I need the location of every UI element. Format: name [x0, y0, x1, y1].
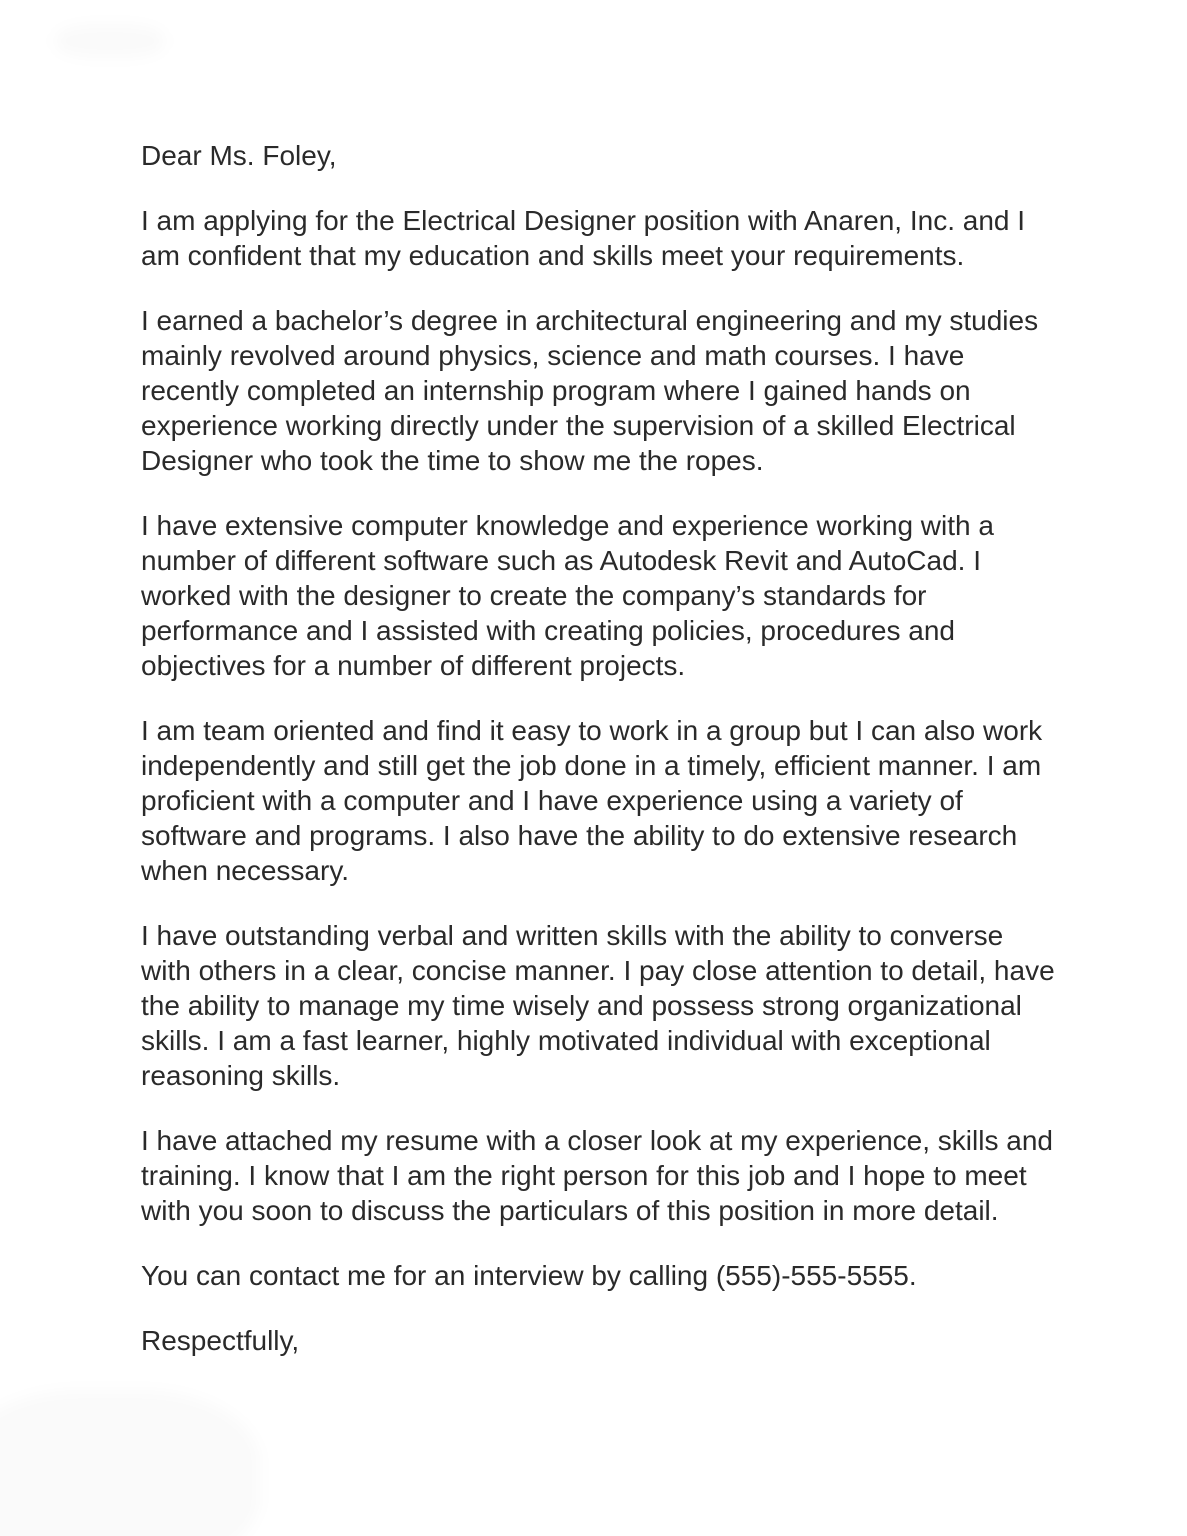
paragraph-communication-skills: I have outstanding verbal and written skills with the ability to converse with others in a clear, concise manner. I pay close attention to detail, have the ability to manage my time wisely and possess strong organizational skills. I am a fast learner, highly motivated individual with exceptional reasoning skills.	[141, 920, 1055, 1091]
paragraph-software-skills: I have extensive computer knowledge and experience working with a number of different software such as Autodesk Revit and AutoCad. I worked with the designer to create the company’s standards for performance and I assisted with creating policies, procedures and objectives for a number of different projects.	[141, 510, 994, 681]
cover-letter-body	[141, 138, 1055, 1358]
paragraph-education: I earned a bachelor’s degree in architectural engineering and my studies mainly revolved around physics, science and math courses. I have recently completed an internship program where I gained hands on experience working directly under the supervision of a skilled Electrical Designer who took the time to show me the ropes.	[141, 305, 1039, 476]
scan-smudge-top-left	[55, 24, 165, 58]
scan-smudge-bottom-left	[0, 1390, 260, 1536]
salutation: Dear Ms. Foley,	[141, 140, 337, 171]
paragraph-teamwork: I am team oriented and find it easy to work in a group but I can also work independently and still get the job done in a timely, efficient manner. I am proficient with a computer and I have experience using a variety of software and programs. I also have the ability to do extensive research when necessary.	[141, 715, 1043, 886]
paragraph-contact: You can contact me for an interview by calling (555)-555-5555.	[141, 1260, 917, 1291]
paragraph-resume-attached: I have attached my resume with a closer look at my experience, skills and training. I know that I am the right person for this job and I hope to meet with you soon to discuss the particulars of this position in more detail.	[141, 1125, 1053, 1226]
closing: Respectfully,	[141, 1325, 300, 1356]
paragraph-intro: I am applying for the Electrical Designer position with Anaren, Inc. and I am confident that my education and skills meet your requirements.	[141, 205, 1026, 271]
